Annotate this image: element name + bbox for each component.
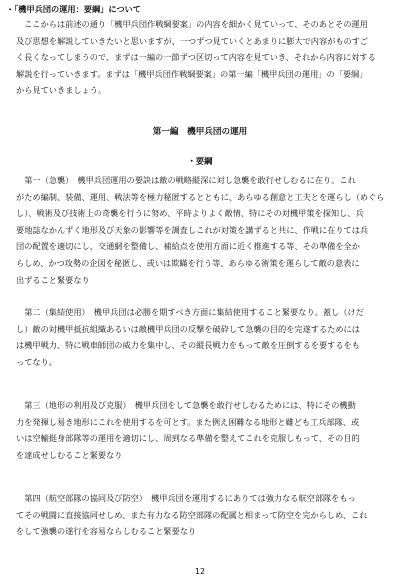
text-line: から見ていきましょう。 [16, 85, 107, 96]
section-heading: ・「機甲兵団の運用：要綱」について [6, 4, 141, 14]
text-line: 第二（集結使用） 機甲兵団は必勝を期すべき方面に集結使用すること緊要なり。蓋し（けだ [16, 307, 364, 317]
text-line: 解説を行っていきます。まずは「機甲兵団作戦綱要案」の第一編「機甲兵団の運用」の「要綱」 [16, 68, 368, 79]
chapter-title: 第一編 機甲兵団の運用 [152, 127, 248, 137]
text-line: らしめ、かつ攻勢の企図を秘匿し、或いは欺瞞を行う等、あらゆる術策を運らして敵の意表に [16, 257, 360, 268]
article-1-paragraph [16, 172, 388, 288]
text-line: てその戦闘に直接協同せしめ、また有力なる防空部隊の配属と相まって防空を完からしめ、これ [16, 509, 368, 520]
text-line: がため編制、装備、運用、戦法等を極力秘匿するとともに、あらゆる創意と工夫とを運らし（めぐら [16, 191, 385, 202]
text-line: く長くなってしまうので、まずは一編の一節ずつ区切って内容を見ていき、それから内容に対する [16, 52, 376, 63]
text-line: し）敵の対機甲抵抗組織あるいは敵機甲兵団の反撃を破砕して急襲の目的を完遂するためには [16, 323, 360, 334]
text-line: を達成せしむること緊要なり [16, 449, 123, 460]
text-line: し）、戦術及び技術上の奇襲を行うに努め、平時よりよく敵情、特にその対機甲策を探知し、兵 [16, 208, 364, 219]
article-3-paragraph [16, 397, 388, 463]
text-line: 力を発揮し易き地形にこれを使用するを可とす。また例え困難なる地形と雖ども工兵部隊、或 [16, 416, 360, 427]
text-line: 第三（地形の利用及び克服） 機甲兵団をして急襲を敢行せしむるためには、特にその機動 [16, 400, 356, 410]
text-line: 第一（急襲） 機甲兵団運用の要訣は敵の戦略縦深に対し急襲を敢行せしむるに在り。これ [16, 175, 356, 185]
article-4-paragraph [16, 490, 388, 540]
article-2-paragraph [16, 304, 388, 370]
intro-paragraph [16, 16, 388, 99]
section-title: ・要綱 [187, 156, 213, 166]
text-line: 及び思想を解説していきたいと思いますが、一つずつ見ていくとあまりに膨大で内容がものすご [16, 35, 369, 46]
text-line: 第四（航空部隊の協同及び防空） 機甲兵団を運用するにありては強力なる航空部隊をもっ [16, 493, 356, 503]
page-number: 12 [194, 567, 206, 576]
text-line: 団の配置を適切にし、交通網を整備し、補給点を使用方面に近く推進する等、その準備を全か [16, 241, 360, 252]
text-line: 出ずること緊要なり [16, 274, 90, 285]
text-line: をして強襲の遂行を容易ならしむること緊要なり [16, 526, 197, 537]
text-line: 要地誌なかんずく地形及び天象の影響等を調査しこれが対策を講ずると共に、作戦に在りては兵 [16, 224, 369, 235]
text-line: ってなり。 [16, 356, 57, 367]
text-line: ここからは前述の通り「機甲兵団作戦綱要案」の内容を細かく見ていって、そのあとその運用 [16, 19, 368, 29]
text-line: いは空輸挺身部隊等の運用を適切にし、周到なる準備を整えてこれを克服しもって、その目的 [16, 433, 360, 444]
text-line: は機甲戦力、特に戦車師団の威力を集中し、その縦長戦力をもって敵を圧倒するを要するをも [16, 340, 360, 351]
